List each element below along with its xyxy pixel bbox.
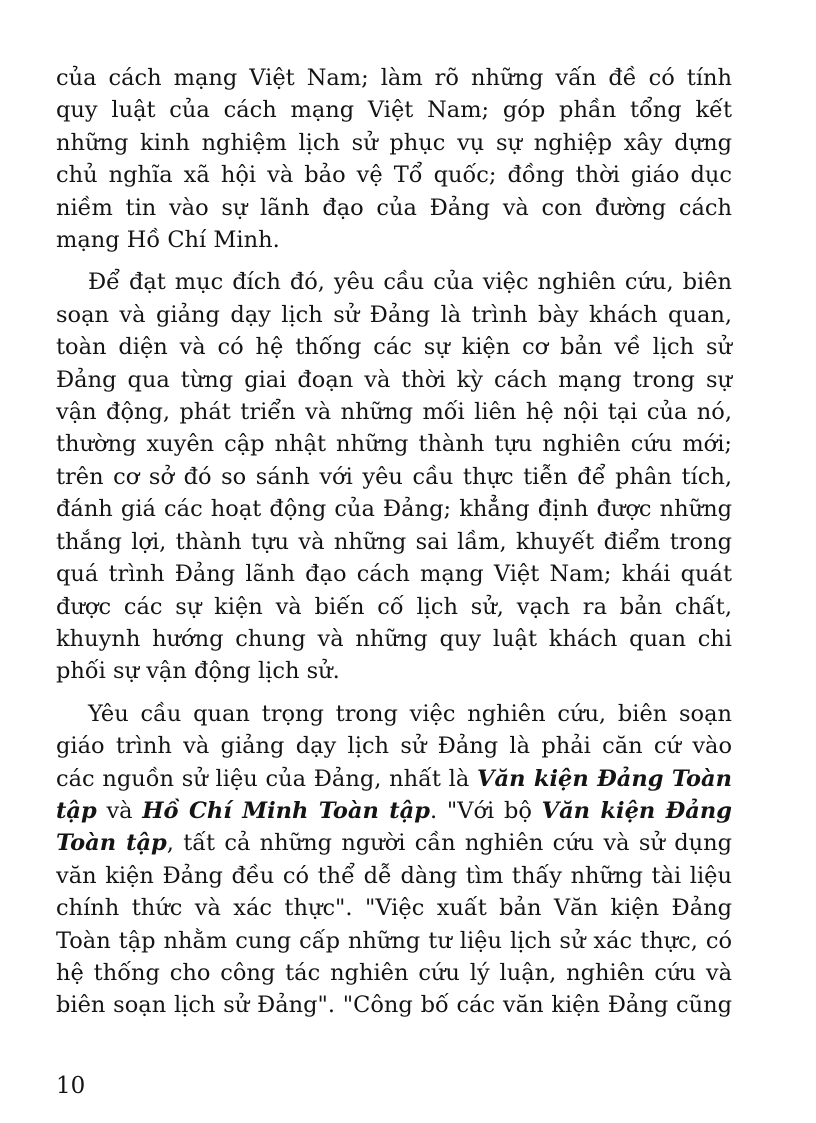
paragraph-1 [56, 62, 732, 256]
book-title-italic: Hồ Chí Minh Toàn tập [142, 797, 430, 824]
text-line: biên soạn lịch sử Đảng". "Công bố các văn kiện Đảng cũng [56, 992, 732, 1019]
text-line: Đảng qua từng giai đoạn và thời kỳ cách mạng trong sự [56, 366, 732, 393]
text-line [56, 795, 732, 827]
book-title-italic: tập [56, 797, 97, 824]
text-line: toàn diện và có hệ thống các sự kiện cơ bản về lịch sử [56, 334, 732, 361]
text-line: Yêu cầu quan trọng trong việc nghiên cứu, biên soạn [88, 700, 732, 727]
text-run: các nguồn sử liệu của Đảng, nhất là [56, 765, 478, 792]
text-line: niềm tin vào sự lãnh đạo của Đảng và con đường cách [56, 194, 732, 221]
text-line: văn kiện Đảng đều có thể dễ dàng tìm thấy những tài liệu [56, 862, 732, 889]
book-title-italic: Toàn tập [56, 830, 167, 857]
text-line: quy luật của cách mạng Việt Nam; góp phần tổng kết [56, 97, 732, 124]
text-line: thắng lợi, thành tựu và những sai lầm, khuyết điểm trong [56, 528, 732, 555]
text-line: giáo trình và giảng dạy lịch sử Đảng là phải căn cứ vào [56, 733, 732, 760]
text-line: Toàn tập nhằm cung cấp những tư liệu lịch sử xác thực, có [56, 927, 732, 954]
text-line: khuynh hướng chung và những quy luật khách quan chi [56, 625, 732, 652]
text-line: phối sự vận động lịch sử. [56, 658, 340, 685]
text-line: thường xuyên cập nhật những thành tựu nghiên cứu mới; [56, 431, 732, 458]
text-line: mạng Hồ Chí Minh. [56, 227, 280, 254]
page-body [56, 62, 732, 1032]
paragraph-2 [56, 266, 732, 687]
text-line: Để đạt mục đích đó, yêu cầu của việc nghiên cứu, biên [88, 269, 732, 296]
text-line: vận động, phát triển và những mối liên hệ nội tại của nó, [56, 399, 732, 426]
text-run: . "Với bộ [430, 797, 542, 824]
text-line: của cách mạng Việt Nam; làm rõ những vấn đề có tính [56, 65, 732, 91]
text-line [56, 827, 732, 859]
text-line: hệ thống cho công tác nghiên cứu lý luận, nghiên cứu và [56, 959, 732, 986]
book-title-italic: Văn kiện Đảng Toàn [477, 765, 732, 792]
text-line: được các sự kiện và biến cố lịch sử, vạch ra bản chất, [56, 593, 732, 620]
text-line: quá trình Đảng lãnh đạo cách mạng Việt Nam; khái quát [56, 561, 732, 588]
text-line: soạn và giảng dạy lịch sử Đảng là trình bày khách quan, [56, 301, 732, 328]
text-run: và [96, 797, 143, 824]
text-line: chủ nghĩa xã hội và bảo vệ Tổ quốc; đồng thời giáo dục [56, 162, 732, 189]
paragraph-3 [56, 698, 732, 1022]
text-run: , tất cả những người cần nghiên cứu và sử dụng [166, 830, 732, 857]
text-line: những kinh nghiệm lịch sử phục vụ sự nghiệp xây dựng [56, 129, 732, 156]
text-line: trên cơ sở đó so sánh với yêu cầu thực tiễn để phân tích, [56, 463, 732, 490]
text-line [56, 763, 732, 795]
text-line: chính thức và xác thực". "Việc xuất bản Văn kiện Đảng [56, 895, 732, 922]
book-title-italic: Văn kiện Đảng [541, 797, 732, 824]
page-number: 10 [56, 1073, 86, 1099]
text-line: đánh giá các hoạt động của Đảng; khẳng định được những [56, 496, 732, 523]
